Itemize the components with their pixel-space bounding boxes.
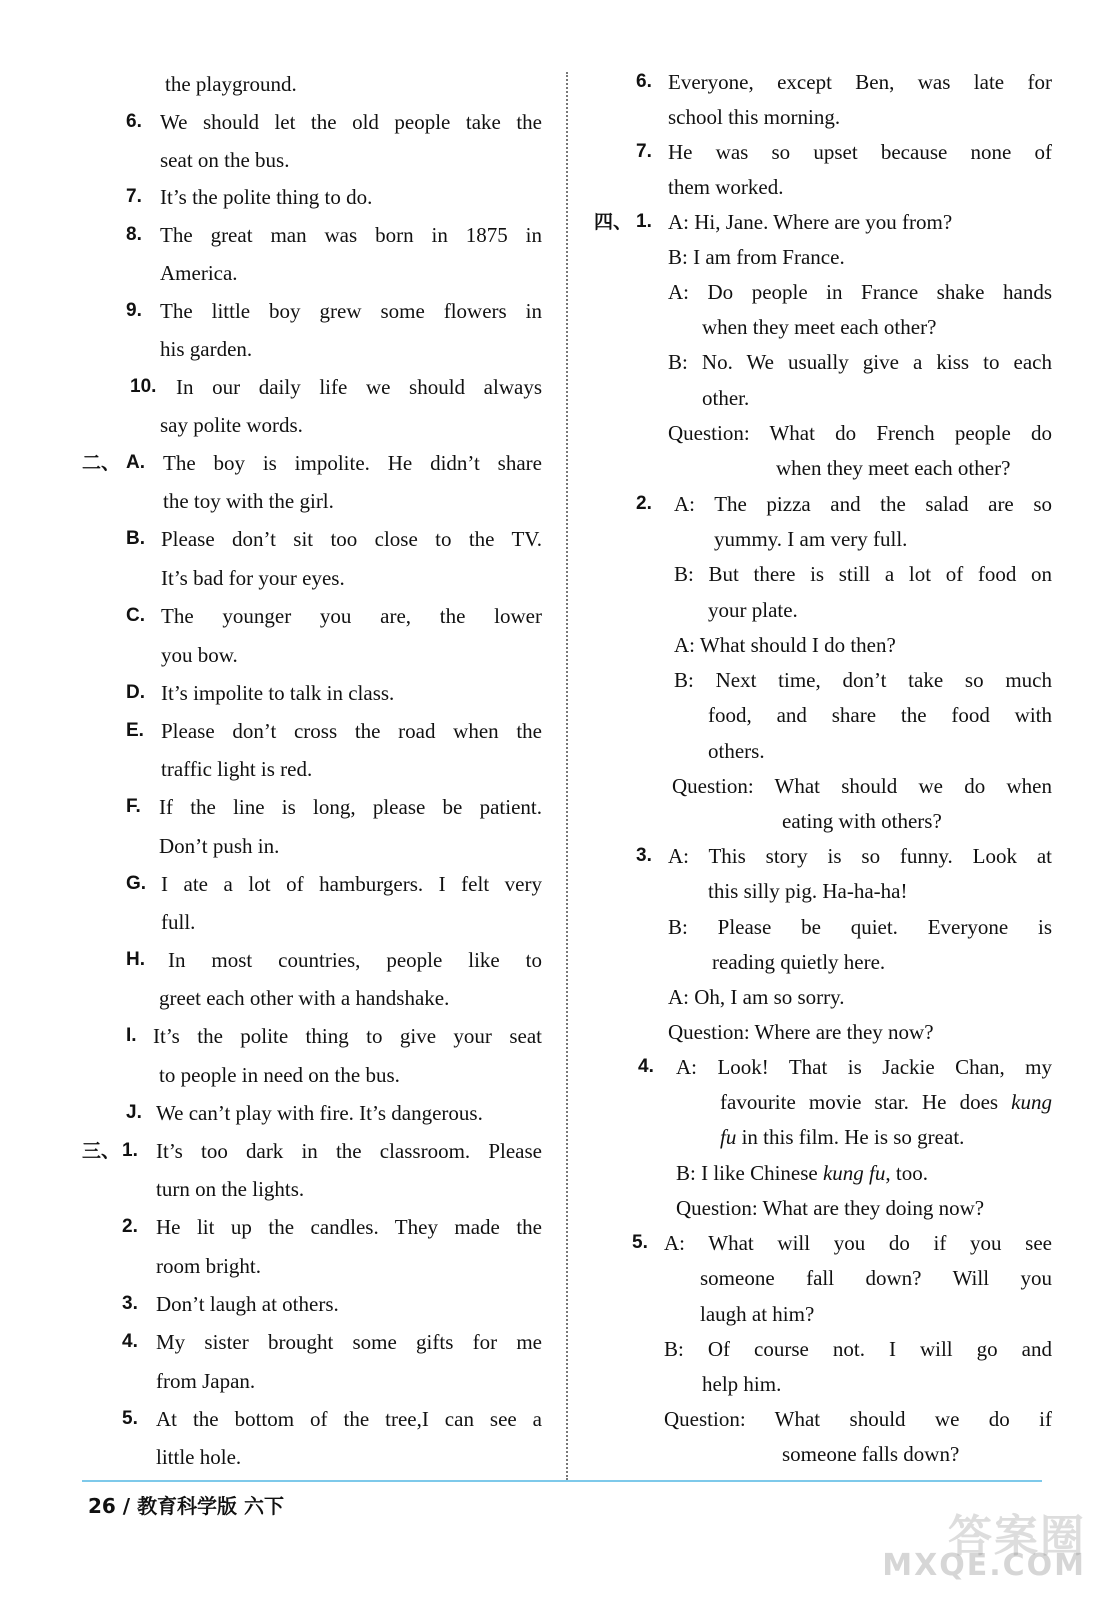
item-number: C. — [126, 605, 145, 626]
answer-line: school this morning. — [668, 105, 841, 129]
answer-line: At the bottom of the tree,I can see a — [156, 1407, 542, 1431]
answer-line: It’s too dark in the classroom. Please — [156, 1139, 542, 1163]
answer-line: yummy. I am very full. — [714, 527, 908, 551]
item-number: 5. — [122, 1408, 138, 1429]
answer-line: laugh at him? — [700, 1302, 815, 1326]
answer-line: He lit up the candles. They made the — [156, 1215, 542, 1239]
answer-line: A: What should I do then? — [674, 633, 896, 657]
item-number: H. — [126, 949, 145, 970]
answer-line: favourite movie star. He does kung — [720, 1090, 1052, 1114]
answer-line: you bow. — [161, 643, 238, 667]
answer-line: B: But there is still a lot of food on — [674, 562, 1052, 586]
answer-line: Question: What should we do if — [664, 1407, 1052, 1431]
answer-line: A: Hi, Jane. Where are you from? — [668, 210, 953, 234]
answer-line: from Japan. — [156, 1369, 256, 1393]
answer-line: greet each other with a handshake. — [159, 986, 450, 1010]
answer-line: It’s the polite thing to do. — [160, 185, 373, 209]
watermark-logo: 答案圈 — [948, 1511, 1086, 1562]
answer-line: someone fall down? Will you — [700, 1266, 1052, 1290]
answer-line: food, and share the food with — [708, 703, 1052, 727]
answer-line: The great man was born in 1875 in — [160, 223, 542, 247]
item-number: 5. — [632, 1232, 648, 1253]
answer-line: Question: What should we do when — [672, 774, 1052, 798]
item-number: 3. — [122, 1293, 138, 1314]
item-number: I. — [126, 1025, 137, 1046]
answer-line: In most countries, people like to — [168, 948, 542, 972]
section-marker: 四、 — [594, 211, 633, 233]
answer-line: A: What will you do if you see — [664, 1231, 1052, 1255]
item-number: 2. — [122, 1216, 138, 1237]
item-number: B. — [126, 528, 145, 549]
item-number: F. — [126, 796, 141, 817]
answer-line: It’s the polite thing to give your seat — [153, 1024, 542, 1048]
answer-line: to people in need on the bus. — [159, 1063, 400, 1087]
answer-line: B: Of course not. I will go and — [664, 1337, 1052, 1361]
answer-line: It’s impolite to talk in class. — [161, 681, 395, 705]
answer-line: In our daily life we should always — [176, 375, 542, 399]
answer-line: A: This story is so funny. Look at — [668, 844, 1052, 868]
section-marker: 三、 — [82, 1140, 121, 1162]
answer-line: Don’t laugh at others. — [156, 1292, 339, 1316]
answer-line: He was so upset because none of — [668, 140, 1052, 164]
answer-line: We can’t play with fire. It’s dangerous. — [156, 1101, 483, 1125]
item-number: 8. — [126, 224, 142, 245]
item-number: G. — [126, 873, 147, 894]
answer-line: Question: Where are they now? — [668, 1020, 934, 1044]
answer-line: seat on the bus. — [160, 148, 290, 172]
answer-line: It’s bad for your eyes. — [161, 566, 345, 590]
answer-line: If the line is long, please be patient. — [159, 795, 542, 819]
answer-line: the toy with the girl. — [163, 489, 334, 513]
answer-line: Everyone, except Ben, was late for — [668, 70, 1052, 94]
answer-line: other. — [702, 386, 750, 410]
answer-line: B: I like Chinese kung fu, too. — [676, 1161, 928, 1185]
item-number: 4. — [638, 1056, 654, 1077]
page-footer: 26 / 教育科学版 六下 — [88, 1494, 285, 1518]
answer-line: them worked. — [668, 175, 784, 199]
answer-line: My sister brought some gifts for me — [156, 1330, 542, 1354]
answer-line: The younger you are, the lower — [161, 604, 542, 628]
answer-line: someone falls down? — [782, 1442, 960, 1466]
watermark-url: MXQE.COM — [882, 1548, 1086, 1583]
item-number: 9. — [126, 300, 142, 321]
item-number: D. — [126, 682, 145, 703]
answer-line: others. — [708, 739, 765, 763]
item-number: 10. — [130, 376, 157, 397]
answer-line: B: Next time, don’t take so much — [674, 668, 1052, 692]
section-marker: 二、 — [82, 452, 121, 474]
answer-line: A: Do people in France shake hands — [668, 280, 1052, 304]
item-number: 7. — [126, 186, 142, 207]
column-divider — [566, 72, 568, 1480]
answer-line: B: No. We usually give a kiss to each — [668, 350, 1052, 374]
answer-line: B: I am from France. — [668, 245, 845, 269]
answer-line: Please don’t sit too close to the TV. — [161, 527, 542, 551]
answer-line: the playground. — [165, 72, 297, 96]
answer-line: Question: What are they doing now? — [676, 1196, 985, 1220]
answer-line: turn on the lights. — [156, 1177, 305, 1201]
answer-line: The boy is impolite. He didn’t share — [163, 451, 542, 475]
answer-line: eating with others? — [782, 809, 942, 833]
answer-line: your plate. — [708, 598, 798, 622]
item-number: J. — [126, 1102, 142, 1123]
answer-line: this silly pig. Ha-ha-ha! — [708, 879, 908, 903]
answer-line: A: Look! That is Jackie Chan, my — [676, 1055, 1052, 1079]
item-number: 4. — [122, 1331, 138, 1352]
answer-line: A: Oh, I am so sorry. — [668, 985, 845, 1009]
item-number: 6. — [126, 111, 142, 132]
answer-line: help him. — [702, 1372, 782, 1396]
answer-line: B: Please be quiet. Everyone is — [668, 915, 1052, 939]
answer-line: say polite words. — [160, 413, 303, 437]
item-number: 6. — [636, 71, 652, 92]
answer-line: Don’t push in. — [159, 834, 280, 858]
answer-line: Question: What do French people do — [668, 421, 1052, 445]
item-number: 1. — [636, 211, 652, 232]
item-number: 7. — [636, 141, 652, 162]
answer-line: when they meet each other? — [776, 456, 1011, 480]
item-number: E. — [126, 720, 144, 741]
answer-line: Please don’t cross the road when the — [161, 719, 542, 743]
answer-line: I ate a lot of hamburgers. I felt very — [161, 872, 542, 896]
footer-rule — [82, 1480, 1042, 1482]
answer-line: The little boy grew some flowers in — [160, 299, 542, 323]
item-number: 1. — [122, 1140, 138, 1161]
answer-line: little hole. — [156, 1445, 242, 1469]
answer-line: We should let the old people take the — [160, 110, 542, 134]
answer-line: America. — [160, 261, 238, 285]
answer-line: reading quietly here. — [712, 950, 886, 974]
item-number: 2. — [636, 493, 652, 514]
answer-line: his garden. — [160, 337, 253, 361]
answer-line: when they meet each other? — [702, 315, 937, 339]
item-number: A. — [126, 452, 145, 473]
answer-line: room bright. — [156, 1254, 261, 1278]
answer-line: traffic light is red. — [161, 757, 313, 781]
item-number: 3. — [636, 845, 652, 866]
answer-line: full. — [161, 910, 196, 934]
answer-line: fu in this film. He is so great. — [720, 1125, 965, 1149]
answer-line: A: The pizza and the salad are so — [674, 492, 1052, 516]
